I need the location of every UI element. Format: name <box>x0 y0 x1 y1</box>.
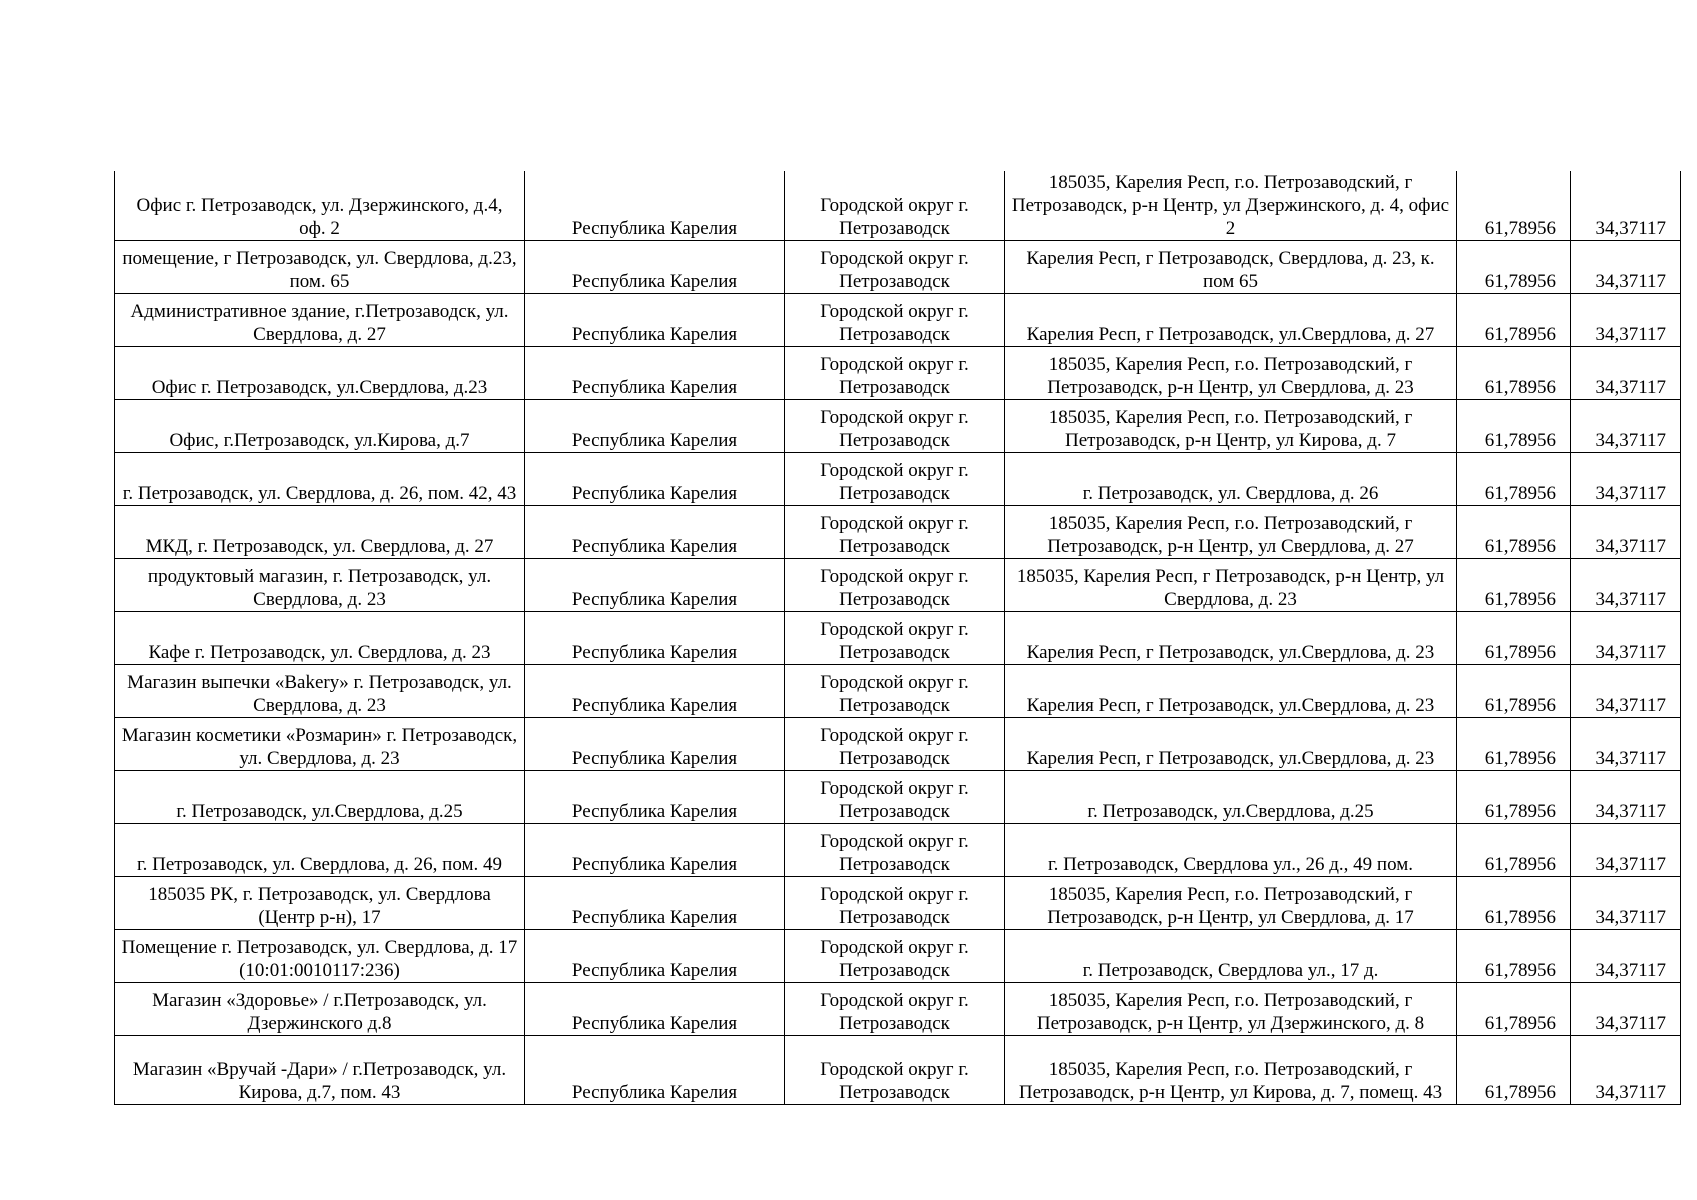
address-cell: г. Петрозаводск, ул.Свердлова, д.25 <box>1005 771 1457 824</box>
municipality-cell: Городской округ г. Петрозаводск <box>785 718 1005 771</box>
object-cell: Офис г. Петрозаводск, ул. Дзержинского, д.4, оф. 2 <box>115 171 525 241</box>
longitude-cell: 34,37117 <box>1571 824 1681 877</box>
municipality-cell: Городской округ г. Петрозаводск <box>785 347 1005 400</box>
region-cell: Республика Карелия <box>525 612 785 665</box>
address-cell: Карелия Респ, г Петрозаводск, ул.Свердлова, д. 23 <box>1005 665 1457 718</box>
latitude-cell: 61,78956 <box>1457 718 1571 771</box>
table-row <box>115 612 1681 665</box>
longitude-cell: 34,37117 <box>1571 877 1681 930</box>
address-cell: 185035, Карелия Респ, г Петрозаводск, р-н Центр, ул Свердлова, д. 23 <box>1005 559 1457 612</box>
object-cell: Административное здание, г.Петрозаводск, ул. Свердлова, д. 27 <box>115 294 525 347</box>
region-cell: Республика Карелия <box>525 347 785 400</box>
region-cell: Республика Карелия <box>525 400 785 453</box>
object-cell: Магазин «Здоровье» / г.Петрозаводск, ул. Дзержинского д.8 <box>115 983 525 1036</box>
objects-table <box>114 171 1681 1105</box>
longitude-cell: 34,37117 <box>1571 171 1681 241</box>
region-cell: Республика Карелия <box>525 241 785 294</box>
region-cell: Республика Карелия <box>525 559 785 612</box>
table-row <box>115 930 1681 983</box>
address-cell: г. Петрозаводск, Свердлова ул., 17 д. <box>1005 930 1457 983</box>
table-row <box>115 241 1681 294</box>
address-cell: Карелия Респ, г Петрозаводск, ул.Свердлова, д. 23 <box>1005 612 1457 665</box>
table-row <box>115 347 1681 400</box>
municipality-cell: Городской округ г. Петрозаводск <box>785 983 1005 1036</box>
object-cell: Помещение г. Петрозаводск, ул. Свердлова, д. 17 (10:01:0010117:236) <box>115 930 525 983</box>
municipality-cell: Городской округ г. Петрозаводск <box>785 612 1005 665</box>
region-cell: Республика Карелия <box>525 771 785 824</box>
table-row <box>115 453 1681 506</box>
longitude-cell: 34,37117 <box>1571 612 1681 665</box>
object-cell: Магазин косметики «Розмарин» г. Петрозаводск, ул. Свердлова, д. 23 <box>115 718 525 771</box>
address-cell: 185035, Карелия Респ, г.о. Петрозаводский, г Петрозаводск, р-н Центр, ул Кирова, д. 7, помещ. 43 <box>1005 1036 1457 1105</box>
address-cell: г. Петрозаводск, ул. Свердлова, д. 26 <box>1005 453 1457 506</box>
table-body <box>115 171 1681 1105</box>
address-cell: 185035, Карелия Респ, г.о. Петрозаводский, г Петрозаводск, р-н Центр, ул Свердлова, д. 23 <box>1005 347 1457 400</box>
latitude-cell: 61,78956 <box>1457 1036 1571 1105</box>
latitude-cell: 61,78956 <box>1457 877 1571 930</box>
municipality-cell: Городской округ г. Петрозаводск <box>785 559 1005 612</box>
municipality-cell: Городской округ г. Петрозаводск <box>785 241 1005 294</box>
region-cell: Республика Карелия <box>525 877 785 930</box>
region-cell: Республика Карелия <box>525 171 785 241</box>
municipality-cell: Городской округ г. Петрозаводск <box>785 877 1005 930</box>
municipality-cell: Городской округ г. Петрозаводск <box>785 171 1005 241</box>
table-row <box>115 171 1681 241</box>
latitude-cell: 61,78956 <box>1457 453 1571 506</box>
object-cell: Офис, г.Петрозаводск, ул.Кирова, д.7 <box>115 400 525 453</box>
region-cell: Республика Карелия <box>525 665 785 718</box>
table-row <box>115 665 1681 718</box>
object-cell: продуктовый магазин, г. Петрозаводск, ул. Свердлова, д. 23 <box>115 559 525 612</box>
table-row <box>115 294 1681 347</box>
address-cell: 185035, Карелия Респ, г.о. Петрозаводский, г Петрозаводск, р-н Центр, ул Кирова, д. 7 <box>1005 400 1457 453</box>
region-cell: Республика Карелия <box>525 824 785 877</box>
longitude-cell: 34,37117 <box>1571 983 1681 1036</box>
longitude-cell: 34,37117 <box>1571 347 1681 400</box>
object-cell: г. Петрозаводск, ул.Свердлова, д.25 <box>115 771 525 824</box>
address-cell: г. Петрозаводск, Свердлова ул., 26 д., 49 пом. <box>1005 824 1457 877</box>
municipality-cell: Городской округ г. Петрозаводск <box>785 506 1005 559</box>
latitude-cell: 61,78956 <box>1457 559 1571 612</box>
latitude-cell: 61,78956 <box>1457 400 1571 453</box>
address-cell: 185035, Карелия Респ, г.о. Петрозаводский, г Петрозаводск, р-н Центр, ул Свердлова, д. 17 <box>1005 877 1457 930</box>
table-row <box>115 824 1681 877</box>
object-cell: Магазин выпечки «Bakery» г. Петрозаводск, ул. Свердлова, д. 23 <box>115 665 525 718</box>
municipality-cell: Городской округ г. Петрозаводск <box>785 1036 1005 1105</box>
longitude-cell: 34,37117 <box>1571 559 1681 612</box>
region-cell: Республика Карелия <box>525 453 785 506</box>
table-row <box>115 877 1681 930</box>
latitude-cell: 61,78956 <box>1457 824 1571 877</box>
region-cell: Республика Карелия <box>525 718 785 771</box>
table-row <box>115 506 1681 559</box>
longitude-cell: 34,37117 <box>1571 400 1681 453</box>
region-cell: Республика Карелия <box>525 294 785 347</box>
municipality-cell: Городской округ г. Петрозаводск <box>785 400 1005 453</box>
region-cell: Республика Карелия <box>525 1036 785 1105</box>
municipality-cell: Городской округ г. Петрозаводск <box>785 665 1005 718</box>
latitude-cell: 61,78956 <box>1457 612 1571 665</box>
longitude-cell: 34,37117 <box>1571 294 1681 347</box>
address-cell: 185035, Карелия Респ, г.о. Петрозаводский, г Петрозаводск, р-н Центр, ул Дзержинского, д. 8 <box>1005 983 1457 1036</box>
region-cell: Республика Карелия <box>525 930 785 983</box>
latitude-cell: 61,78956 <box>1457 665 1571 718</box>
latitude-cell: 61,78956 <box>1457 930 1571 983</box>
table-row <box>115 559 1681 612</box>
table-row <box>115 718 1681 771</box>
address-cell: 185035, Карелия Респ, г.о. Петрозаводский, г Петрозаводск, р-н Центр, ул Дзержинского, д. 4, офис 2 <box>1005 171 1457 241</box>
object-cell: помещение, г Петрозаводск, ул. Свердлова, д.23, пом. 65 <box>115 241 525 294</box>
longitude-cell: 34,37117 <box>1571 771 1681 824</box>
municipality-cell: Городской округ г. Петрозаводск <box>785 930 1005 983</box>
address-cell: 185035, Карелия Респ, г.о. Петрозаводский, г Петрозаводск, р-н Центр, ул Свердлова, д. 27 <box>1005 506 1457 559</box>
address-cell: Карелия Респ, г Петрозаводск, ул.Свердлова, д. 23 <box>1005 718 1457 771</box>
longitude-cell: 34,37117 <box>1571 1036 1681 1105</box>
longitude-cell: 34,37117 <box>1571 665 1681 718</box>
longitude-cell: 34,37117 <box>1571 930 1681 983</box>
latitude-cell: 61,78956 <box>1457 983 1571 1036</box>
table-row <box>115 400 1681 453</box>
address-cell: Карелия Респ, г Петрозаводск, ул.Свердлова, д. 27 <box>1005 294 1457 347</box>
object-cell: г. Петрозаводск, ул. Свердлова, д. 26, пом. 42, 43 <box>115 453 525 506</box>
latitude-cell: 61,78956 <box>1457 771 1571 824</box>
municipality-cell: Городской округ г. Петрозаводск <box>785 294 1005 347</box>
region-cell: Республика Карелия <box>525 506 785 559</box>
longitude-cell: 34,37117 <box>1571 453 1681 506</box>
object-cell: 185035 РК, г. Петрозаводск, ул. Свердлова (Центр р-н), 17 <box>115 877 525 930</box>
table-row <box>115 1036 1681 1105</box>
object-cell: МКД, г. Петрозаводск, ул. Свердлова, д. 27 <box>115 506 525 559</box>
municipality-cell: Городской округ г. Петрозаводск <box>785 453 1005 506</box>
document-page <box>114 171 1680 1105</box>
longitude-cell: 34,37117 <box>1571 506 1681 559</box>
municipality-cell: Городской округ г. Петрозаводск <box>785 771 1005 824</box>
object-cell: Офис г. Петрозаводск, ул.Свердлова, д.23 <box>115 347 525 400</box>
longitude-cell: 34,37117 <box>1571 241 1681 294</box>
latitude-cell: 61,78956 <box>1457 347 1571 400</box>
object-cell: Кафе г. Петрозаводск, ул. Свердлова, д. 23 <box>115 612 525 665</box>
municipality-cell: Городской округ г. Петрозаводск <box>785 824 1005 877</box>
latitude-cell: 61,78956 <box>1457 506 1571 559</box>
table-row <box>115 771 1681 824</box>
latitude-cell: 61,78956 <box>1457 171 1571 241</box>
address-cell: Карелия Респ, г Петрозаводск, Свердлова, д. 23, к. пом 65 <box>1005 241 1457 294</box>
object-cell: Магазин «Вручай -Дари» / г.Петрозаводск, ул. Кирова, д.7, пом. 43 <box>115 1036 525 1105</box>
latitude-cell: 61,78956 <box>1457 294 1571 347</box>
longitude-cell: 34,37117 <box>1571 718 1681 771</box>
table-row <box>115 983 1681 1036</box>
latitude-cell: 61,78956 <box>1457 241 1571 294</box>
region-cell: Республика Карелия <box>525 983 785 1036</box>
object-cell: г. Петрозаводск, ул. Свердлова, д. 26, пом. 49 <box>115 824 525 877</box>
